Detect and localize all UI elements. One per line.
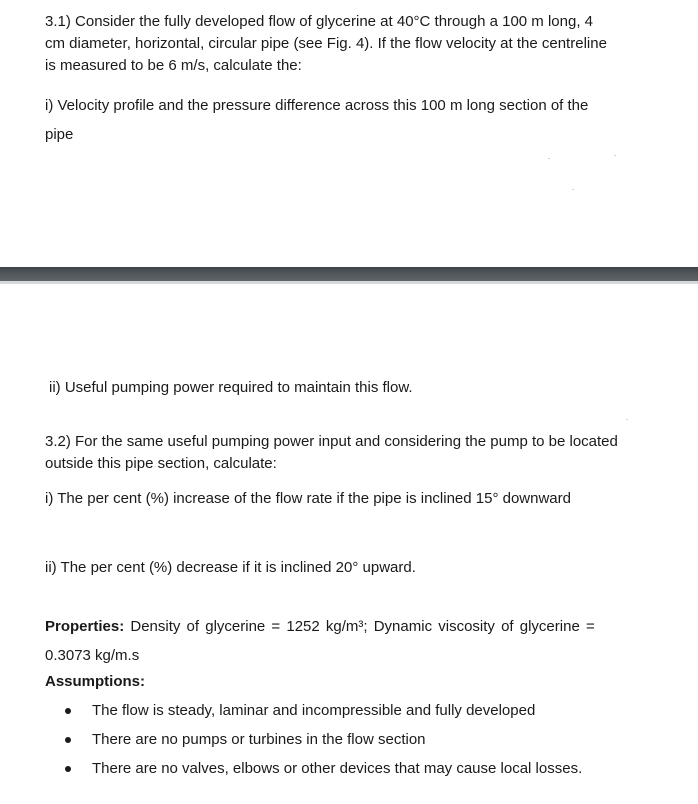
list-item: [60, 700, 670, 729]
properties-line1: [45, 616, 651, 638]
part-3-2-i-text: i) The per cent (%) increase of the flow rate if the pipe is inclined 15° downward: [45, 490, 571, 507]
bullet-icon: [65, 737, 71, 743]
assumption-text: There are no valves, elbows or other devices that may cause local losses.: [92, 760, 583, 777]
question-3-1-line3: is measured to be 6 m/s, calculate the:: [45, 57, 302, 74]
assumption-text: There are no pumps or turbines in the flow section: [92, 731, 426, 748]
question-3-2-line2: outside this pipe section, calculate:: [45, 455, 277, 472]
part-i-line2: pipe: [45, 126, 74, 143]
part-3-2-ii-text: ii) The per cent (%) decrease if it is inclined 20° upward.: [45, 559, 416, 576]
part-i-line1: i) Velocity profile and the pressure difference across this 100 m long section of the: [45, 97, 589, 114]
assumptions-list: [60, 700, 670, 787]
assumption-text: The flow is steady, laminar and incompressible and fully developed: [92, 702, 536, 719]
question-3-1-text: [45, 11, 650, 77]
bullet-icon: [65, 708, 71, 714]
page-divider: [0, 267, 698, 281]
question-3-1-part-i: [45, 95, 650, 146]
question-3-2-text: [45, 431, 650, 475]
properties-line1-text: Density of glycerine = 1252 kg/m³; Dynamic viscosity of glycerine =: [124, 618, 595, 635]
question-3-2-line1: 3.2) For the same useful pumping power input and considering the pump to be located: [45, 433, 618, 450]
question-3-1-line1: 3.1) Consider the fully developed flow of glycerine at 40°C through a 100 m long, 4: [45, 13, 593, 30]
properties-section: [45, 616, 651, 667]
question-3-1-part-ii: [49, 377, 649, 399]
properties-line2: 0.3073 kg/m.s: [45, 647, 140, 664]
list-item: [60, 729, 670, 758]
question-3-1-line2: cm diameter, horizontal, circular pipe (see Fig. 4). If the flow velocity at the centreline: [45, 35, 607, 52]
properties-label: Properties:: [45, 618, 125, 635]
question-3-2-part-i: [45, 488, 665, 510]
scan-speck: [626, 419, 628, 420]
scan-speck: [572, 189, 574, 190]
assumptions-heading: Assumptions:: [45, 673, 146, 690]
scan-speck: [548, 158, 550, 159]
part-ii-text: ii) Useful pumping power required to maintain this flow.: [49, 379, 413, 396]
scan-speck: [614, 155, 616, 156]
question-3-2-part-ii: [45, 557, 650, 579]
bullet-icon: [65, 766, 71, 772]
list-item: [60, 758, 670, 787]
